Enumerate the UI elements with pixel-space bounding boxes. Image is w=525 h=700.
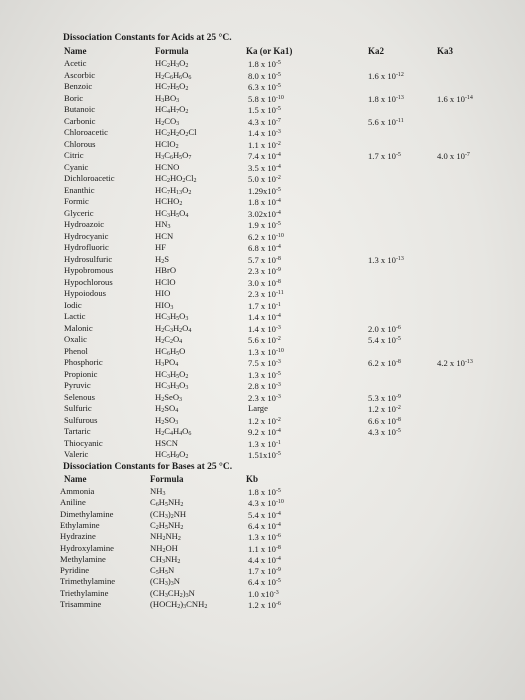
acid-ka2: 6.2 x $10^{-8}$ <box>368 358 401 368</box>
acid-name: Phenol <box>64 346 88 356</box>
acid-name: Hydrocyanic <box>64 231 109 241</box>
acid-formula: $HC_7H_{13}O_2$ <box>155 185 192 196</box>
acid-formula: $H_2SeO_3$ <box>155 392 183 403</box>
acid-ka1: 6.2 x $10^{-10}$ <box>248 232 284 242</box>
acid-name: Dichloroacetic <box>64 173 115 183</box>
acid-ka1: 5.0 x $10^{-2}$ <box>248 174 281 184</box>
acid-name: Oxalic <box>64 334 87 344</box>
acids-header-ka2: Ka2 <box>368 46 385 56</box>
acid-formula: $HC_7H_5O_2$ <box>155 81 189 92</box>
acid-name: Formic <box>64 196 89 206</box>
acid-name: Hypochlorous <box>64 277 113 287</box>
acid-formula: $HC_3H_5O_3$ <box>155 311 189 322</box>
acid-name: Phosphoric <box>64 357 103 367</box>
acid-ka1: 1.9 x $10^{-5}$ <box>248 220 281 230</box>
acid-formula: $H_2C_6H_6O_6$ <box>155 70 192 81</box>
acid-formula: $H_3C_6H_5O_7$ <box>155 150 192 161</box>
acid-ka1: 1.4 x $10^{-3}$ <box>248 128 281 138</box>
acid-ka1: 2.3 x $10^{-11}$ <box>248 289 284 299</box>
acid-formula: $H_2C_2O_4$ <box>155 334 183 345</box>
base-formula: $NH_2NH_2$ <box>150 531 181 542</box>
acid-name: Valeric <box>64 449 89 459</box>
acids-header-ka3: Ka3 <box>437 46 454 56</box>
acid-ka1: 1.3 x $10^{-10}$ <box>248 347 284 357</box>
bases-header-name: Name <box>64 474 87 484</box>
base-formula: $(HOCH_2)_3CNH_2$ <box>150 599 208 610</box>
acid-ka1: 1.1 x $10^{-2}$ <box>248 140 281 150</box>
acids-table-title: Dissociation Constants for Acids at 25 °C. <box>63 33 232 43</box>
acid-ka1: 1.4 x $10^{-3}$ <box>248 324 281 334</box>
acid-formula: HCNO <box>155 162 180 172</box>
acid-formula: $HN_3$ <box>155 219 171 230</box>
acid-name: Hydroazoic <box>64 219 105 229</box>
acid-name: Hypobromous <box>64 265 114 275</box>
acid-formula: HClO$_2$ <box>155 139 179 150</box>
acid-formula: $HC_2H_3O_2$ <box>155 58 189 69</box>
base-formula: $CH_3NH_2$ <box>150 554 181 565</box>
acid-formula: $H_2S$ <box>155 254 169 265</box>
acid-name: Carbonic <box>64 116 96 126</box>
base-name: Methylamine <box>60 554 106 564</box>
acid-name: Hypoiodous <box>64 288 107 298</box>
acid-name: Cyanic <box>64 162 89 172</box>
base-name: Ethylamine <box>60 520 100 530</box>
acid-ka1: 3.0 x $10^{-8}$ <box>248 278 281 288</box>
acid-ka2: 1.2 x $10^{-2}$ <box>368 404 401 414</box>
acid-ka1: 4.3 x $10^{-7}$ <box>248 117 281 127</box>
acids-header-formula: Formula <box>155 46 189 56</box>
bases-header-formula: Formula <box>150 474 184 484</box>
acid-ka1: 5.7 x $10^{-8}$ <box>248 255 281 265</box>
acid-name: Thiocyanic <box>64 438 103 448</box>
acid-name: Lactic <box>64 311 86 321</box>
acid-ka1: 7.4 x $10^{-4}$ <box>248 151 281 161</box>
acid-formula: HSCN <box>155 438 178 448</box>
acid-ka1: 7.5 x $10^{-3}$ <box>248 358 281 368</box>
base-name: Aniline <box>60 497 86 507</box>
acid-name: Boric <box>64 93 84 103</box>
acid-ka2: 2.0 x $10^{-6}$ <box>368 324 401 334</box>
base-kb: 4.4 x $10^{-4}$ <box>248 555 281 565</box>
acid-name: Pyruvic <box>64 380 91 390</box>
acids-header-name: Name <box>64 46 87 56</box>
acid-formula: HClO <box>155 277 176 287</box>
base-kb: 4.3 x $10^{-10}$ <box>248 498 284 508</box>
acids-header-ka1: Ka (or Ka1) <box>246 46 293 56</box>
acid-name: Hydrosulfuric <box>64 254 113 264</box>
acid-formula: $HC_3H_5O_4$ <box>155 208 189 219</box>
acid-ka1: 1.5 x $10^{-5}$ <box>248 105 281 115</box>
acid-formula: $HC_2H_2O_2Cl$ <box>155 127 197 138</box>
acid-name: Sulfurous <box>64 415 98 425</box>
acid-ka1: $3.02x10^{-4}$ <box>248 209 281 219</box>
acid-ka3: 1.6 x $10^{-14}$ <box>437 94 473 104</box>
acid-ka2: 1.7 x $10^{-5}$ <box>368 151 401 161</box>
base-kb: 1.1 x $10^{-8}$ <box>248 544 281 554</box>
base-formula: $C_5H_5N$ <box>150 565 175 576</box>
acid-name: Acetic <box>64 58 87 68</box>
acid-ka2: 5.4 x $10^{-5}$ <box>368 335 401 345</box>
base-name: Hydrazine <box>60 531 96 541</box>
acid-ka2: 1.8 x $10^{-13}$ <box>368 94 404 104</box>
acid-ka2: 5.3 x $10^{-9}$ <box>368 393 401 403</box>
acid-formula: $H_2CO_3$ <box>155 116 180 127</box>
acid-ka1: 9.2 x $10^{-4}$ <box>248 427 281 437</box>
acid-name: Chlorous <box>64 139 96 149</box>
acid-name: Propionic <box>64 369 98 379</box>
base-formula: $NH_3$ <box>150 486 166 497</box>
acid-formula: $HC_2HO_2Cl_2$ <box>155 173 197 184</box>
acid-name: Ascorbic <box>64 70 96 80</box>
acid-ka1: 2.3 x $10^{-3}$ <box>248 393 281 403</box>
acid-formula: $H_2SO_4$ <box>155 403 179 414</box>
acid-ka2: 1.6 x $10^{-12}$ <box>368 71 404 81</box>
base-kb: 1.0 $x10^{-3}$ <box>248 589 279 599</box>
acid-formula: $HC_6H_5O$ <box>155 346 186 357</box>
acid-formula: $HC_5H_9O_2$ <box>155 449 189 460</box>
base-kb: 6.4 x $10^{-4}$ <box>248 521 281 531</box>
acid-name: Chloroacetic <box>64 127 108 137</box>
acid-formula: HCN <box>155 231 174 241</box>
acid-ka1: 3.5 x $10^{-4}$ <box>248 163 281 173</box>
base-name: Pyridine <box>60 565 90 575</box>
acid-ka1: 1.8 x $10^{-4}$ <box>248 197 281 207</box>
acid-ka1: 1.3 x $10^{-1}$ <box>248 439 281 449</box>
acid-formula: $H_2C_3H_2O_4$ <box>155 323 192 334</box>
acid-ka1: 1.2 x $10^{-2}$ <box>248 416 281 426</box>
acid-ka1: $1.29x10^{-5}$ <box>248 186 281 196</box>
acid-formula: $H_3BO_3$ <box>155 93 180 104</box>
acid-formula: $H_2C_4H_4O_6$ <box>155 426 192 437</box>
acid-formula: $HC_4H_7O_2$ <box>155 104 189 115</box>
base-kb: 1.3 x $10^{-6}$ <box>248 532 281 542</box>
acid-ka1: 5.8 x $10^{-10}$ <box>248 94 284 104</box>
base-formula: $(CH_3)_2NH$ <box>150 509 187 520</box>
acid-name: Selenous <box>64 392 96 402</box>
base-kb: 1.2 x $10^{-6}$ <box>248 600 281 610</box>
base-name: Hydroxylamine <box>60 543 114 553</box>
base-name: Trimethylamine <box>60 576 116 586</box>
acid-formula: HF <box>155 242 166 252</box>
base-formula: $(CH_3CH_2)_3N$ <box>150 588 195 599</box>
acid-ka1: 2.8 x $10^{-3}$ <box>248 381 281 391</box>
acid-ka2: 5.6 x $10^{-11}$ <box>368 117 404 127</box>
acid-name: Sulfuric <box>64 403 92 413</box>
acid-name: Benzoic <box>64 81 93 91</box>
acid-ka2: 4.3 x $10^{-5}$ <box>368 427 401 437</box>
acid-formula: $HC_3H_3O_3$ <box>155 380 189 391</box>
acid-name: Hydrofluoric <box>64 242 109 252</box>
acid-ka1: 1.3 x $10^{-5}$ <box>248 370 281 380</box>
base-kb: 1.8 x $10^{-5}$ <box>248 487 281 497</box>
base-name: Dimethylamine <box>60 509 114 519</box>
acid-ka1: 8.0 x $10^{-5}$ <box>248 71 281 81</box>
base-kb: 1.7 x $10^{-9}$ <box>248 566 281 576</box>
acid-name: Enanthic <box>64 185 95 195</box>
acid-ka1: 5.6 x $10^{-2}$ <box>248 335 281 345</box>
base-name: Ammonia <box>60 486 95 496</box>
base-formula: $C_2H_5NH_2$ <box>150 520 184 531</box>
acid-name: Glyceric <box>64 208 94 218</box>
acid-name: Butanoic <box>64 104 96 114</box>
acid-ka1: 6.3 x $10^{-5}$ <box>248 82 281 92</box>
acid-ka1: Large <box>248 403 268 413</box>
bases-table-title: Dissociation Constants for Bases at 25 °C. <box>63 462 233 472</box>
acid-ka1: 1.8 x $10^{-5}$ <box>248 59 281 69</box>
acid-ka1: $1.51x10^{-5}$ <box>248 450 281 460</box>
base-formula: $(CH_3)_3N$ <box>150 576 180 587</box>
acid-name: Tartaric <box>64 426 91 436</box>
acid-ka2: 1.3 x $10^{-13}$ <box>368 255 404 265</box>
base-kb: 5.4 x $10^{-4}$ <box>248 510 281 520</box>
base-formula: $NH_2OH$ <box>150 543 178 554</box>
acid-ka1: 6.8 x $10^{-4}$ <box>248 243 281 253</box>
base-kb: 6.4 x $10^{-5}$ <box>248 577 281 587</box>
base-name: Triethylamine <box>60 588 109 598</box>
acid-name: Citric <box>64 150 84 160</box>
acid-ka2: 6.6 x $10^{-8}$ <box>368 416 401 426</box>
acid-formula: $HIO_3$ <box>155 300 174 311</box>
acid-formula: HIO <box>155 288 171 298</box>
acid-ka3: 4.0 x $10^{-7}$ <box>437 151 470 161</box>
acid-name: Malonic <box>64 323 93 333</box>
bases-header-kb: Kb <box>246 474 259 484</box>
base-name: Trisammine <box>60 599 102 609</box>
acid-name: Iodic <box>64 300 82 310</box>
acid-ka3: 4.2 x $10^{-13}$ <box>437 358 473 368</box>
acid-ka1: 1.7 x $10^{-1}$ <box>248 301 281 311</box>
acid-formula: $HCHO_2$ <box>155 196 183 207</box>
acid-formula: HBrO <box>155 265 177 275</box>
acid-formula: $H_3PO_4$ <box>155 357 179 368</box>
acid-formula: $HC_3H_5O_2$ <box>155 369 189 380</box>
acid-ka1: 2.3 x $10^{-9}$ <box>248 266 281 276</box>
acid-formula: $H_2SO_3$ <box>155 415 179 426</box>
base-formula: $C_6H_5NH_2$ <box>150 497 184 508</box>
acid-ka1: 1.4 x $10^{-4}$ <box>248 312 281 322</box>
